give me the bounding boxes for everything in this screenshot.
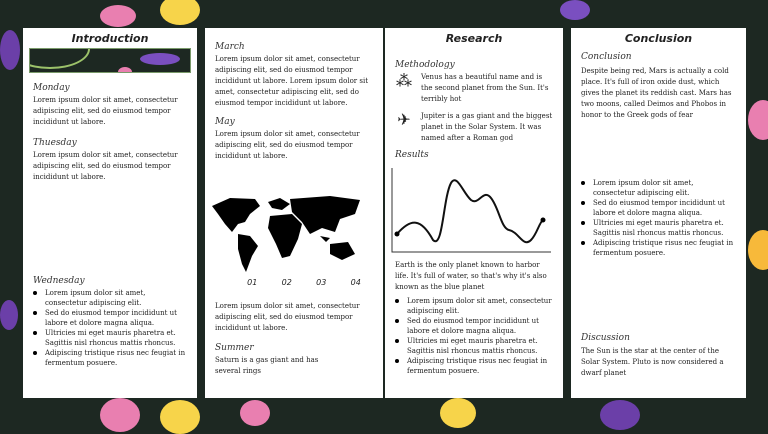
introduction-panel (23, 28, 197, 398)
map-label: 03 (316, 278, 327, 287)
conclusion-list (581, 178, 736, 258)
conclusion-title: Conclusion (624, 32, 693, 45)
flower-decoration (440, 398, 476, 428)
list-item: Lorem ipsum dolor sit amet, consectetur adipiscing elit. (581, 178, 736, 198)
thuesday-heading: Thuesday (33, 138, 77, 148)
list-item: Ultricies mi eget mauris pharetra et. Sagittis nisl rhoncus mattis rhoncus. (395, 336, 553, 356)
march-heading: March (215, 42, 245, 52)
airplane-icon: ✈ (397, 110, 411, 129)
flower-decoration (748, 100, 768, 140)
conclusion-heading: Conclusion (581, 52, 632, 62)
map-labels (215, 278, 373, 287)
map-label: 04 (350, 278, 361, 287)
list-item: Adipiscing tristique risus nec feugiat in fermentum posuere. (33, 348, 187, 368)
list-item: Sed do eiusmod tempor incididunt ut labore et dolore magna aliqua. (395, 316, 553, 336)
discussion-text: The Sun is the star at the center of the Solar System. Pluto is now considered a dwarf planet (581, 347, 724, 377)
map-label: 02 (281, 278, 292, 287)
summer-text: Saturn is a gas giant and has several rings (215, 356, 319, 375)
flower-decoration (0, 30, 20, 70)
flower-decoration (600, 400, 640, 430)
list-item: Lorem ipsum dolor sit amet, consectetur adipiscing elit. (395, 296, 553, 316)
flower-decoration (160, 400, 200, 434)
flower-decoration (0, 300, 18, 330)
map-label: 01 (247, 278, 258, 287)
monday-text: Lorem ipsum dolor sit amet, consectetur adipiscing elit, sed do eiusmod tempor incididunt ut labore. (33, 96, 178, 126)
list-item: Sed do eiusmod tempor incididunt ut labore et dolore magna aliqua. (581, 198, 736, 218)
research-list (395, 296, 553, 376)
results-line-graph (391, 168, 551, 253)
methodology-text: Jupiter is a gas giant and the biggest planet in the Solar System. It was named after a Roman god (421, 112, 553, 142)
thuesday-text: Lorem ipsum dolor sit amet, consectetur adipiscing elit, sed do eiusmod tempor incididunt ut labore. (33, 151, 178, 181)
list-item: Lorem ipsum dolor sit amet, consectetur adipiscing elit. (33, 288, 187, 308)
summer-heading: Summer (215, 343, 254, 353)
research-title: Research (445, 32, 503, 45)
flower-decoration (748, 230, 768, 270)
may-heading: May (215, 117, 235, 127)
list-item: Ultricies mi eget mauris pharetra et. Sagittis nisl rhoncus mattis rhoncus. (33, 328, 187, 348)
introduction-title: Introduction (71, 32, 149, 45)
list-item: Adipiscing tristique risus nec feugiat in fermentum posuere. (395, 356, 553, 376)
floral-banner-image (29, 48, 191, 73)
flower-decoration (100, 5, 136, 27)
march-text: Lorem ipsum dolor sit amet, consectetur adipiscing elit, sed do eiusmod tempor incididunt ut labore. Lorem ipsum dolor sit amet, consectetur adipiscing elit, sed do eiusmod tempor incididunt ut labore. (215, 55, 369, 107)
list-item: Sed do eiusmod tempor incididunt ut labore et dolore magna aliqua. (33, 308, 187, 328)
results-heading: Results (395, 150, 429, 160)
conclusion-panel (571, 28, 746, 398)
wednesday-heading: Wednesday (33, 276, 85, 286)
flower-decoration (100, 398, 140, 432)
flower-decoration (160, 0, 200, 25)
flower-decoration (560, 0, 590, 20)
methodology-text: Venus has a beautiful name and is the second planet from the Sun. It's terribly hot (421, 73, 549, 103)
list-item: Adipiscing tristique risus nec feugiat in fermentum posuere. (581, 238, 736, 258)
map-caption-text: Lorem ipsum dolor sit amet, consectetur adipiscing elit, sed do eiusmod tempor incididunt ut labore. (215, 302, 360, 332)
research-panel (385, 28, 563, 398)
wednesday-list (33, 288, 187, 368)
network-icon: ⁂ (396, 71, 412, 90)
flower-decoration (240, 400, 270, 426)
world-map-icon (210, 194, 365, 274)
monday-heading: Monday (33, 83, 70, 93)
middle-panel (205, 28, 383, 398)
may-text: Lorem ipsum dolor sit amet, consectetur adipiscing elit, sed do eiusmod tempor incididunt ut labore. (215, 130, 360, 160)
discussion-heading: Discussion (581, 333, 630, 343)
list-item: Ultricies mi eget mauris pharetra et. Sagittis nisl rhoncus mattis rhoncus. (581, 218, 736, 238)
conclusion-text: Despite being red, Mars is actually a cold place. It's full of iron oxide dust, which gives the planet its reddish cast. Mars has two moons, called Deimos and Phobos in honor to the Greek gods of fear (581, 67, 732, 119)
methodology-heading: Methodology (395, 60, 455, 70)
earth-text: Earth is the only planet known to harbor life. It's full of water, so that's why it's also known as the blue planet (395, 261, 547, 291)
